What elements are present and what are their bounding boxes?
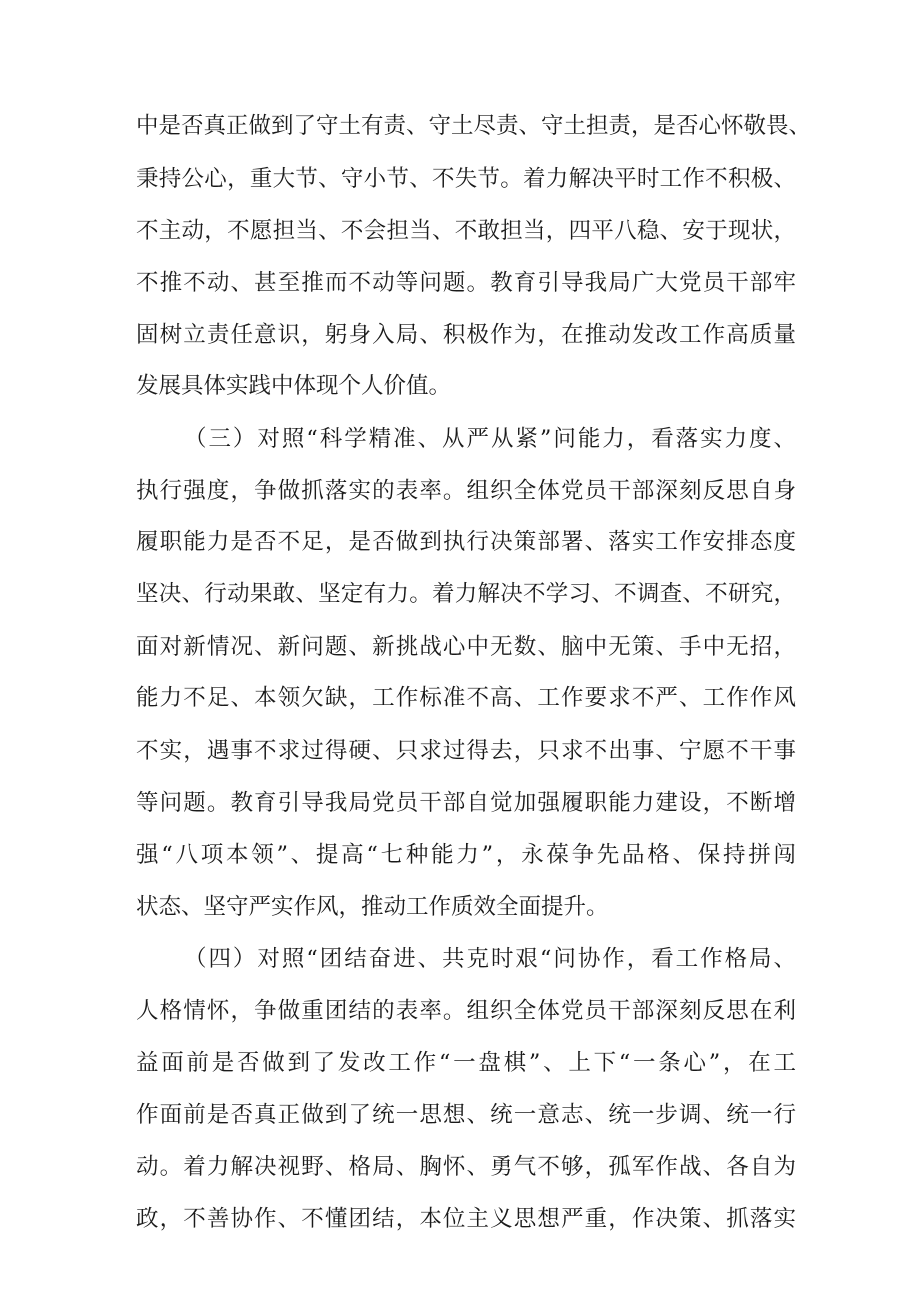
text-line: 作面前是否真正做到了统一思想、统一意志、统一步调、统一行	[136, 1102, 796, 1128]
section-heading-line: （三）对照“科学精准、从严从紧”问能力，看落实力度、	[184, 426, 796, 452]
text-line: 不主动，不愿担当、不会担当、不敢担当，四平八稳、安于现状，	[136, 218, 796, 244]
text-line: 益面前是否做到了发改工作“一盘棋”、上下“一条心”，在工	[136, 1050, 796, 1076]
text-line: 状态、坚守严实作风，推动工作质效全面提升。	[136, 894, 609, 920]
text-line: 能力不足、本领欠缺，工作标准不高、工作要求不严、工作作风	[136, 685, 796, 711]
text-line: 政，不善协作、不懂团结，本位主义思想严重，作决策、抓落实	[136, 1206, 796, 1232]
text-line: 人格情怀，争做重团结的表率。组织全体党员干部深刻反思在利	[136, 998, 796, 1024]
text-line: 执行强度，争做抓落实的表率。组织全体党员干部深刻反思自身	[136, 478, 796, 504]
text-line: 面对新情况、新问题、新挑战心中无数、脑中无策、手中无招，	[136, 634, 796, 660]
section-heading-line: （四）对照“团结奋进、共克时艰“问协作，看工作格局、	[184, 946, 796, 972]
text-line: 固树立责任意识，躬身入局、积极作为，在推动发改工作高质量	[136, 322, 796, 348]
text-line: 发展具体实践中体现个人价值。	[136, 373, 452, 399]
text-line: 动。着力解决视野、格局、胸怀、勇气不够，孤军作战、各自为	[136, 1154, 796, 1180]
text-line: 坚决、行动果敢、坚定有力。着力解决不学习、不调查、不研究，	[136, 581, 796, 607]
text-line: 秉持公心，重大节、守小节、不失节。着力解决平时工作不积极、	[136, 166, 796, 192]
text-line: 不实，遇事不求过得硬、只求过得去，只求不出事、宁愿不干事	[136, 738, 796, 764]
text-line: 不推不动、甚至推而不动等问题。教育引导我局广大党员干部牢	[136, 270, 796, 296]
text-line: 履职能力是否不足，是否做到执行决策部署、落实工作安排态度	[136, 529, 796, 555]
text-line: 中是否真正做到了守土有责、守土尽责、守土担责，是否心怀敬畏、	[136, 113, 812, 139]
text-line: 等问题。教育引导我局党员干部自觉加强履职能力建设，不断增	[136, 790, 796, 816]
text-line: 强“八项本领”、提高“七种能力”，永葆争先品格、保持拼闯	[136, 842, 796, 868]
